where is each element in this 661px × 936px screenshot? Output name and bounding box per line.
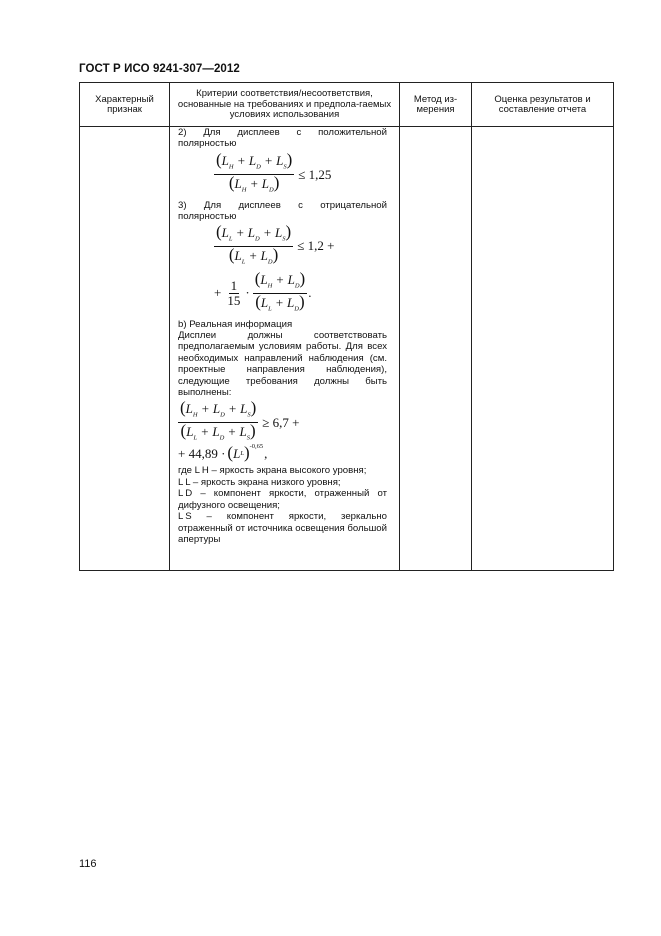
method-cell [400, 127, 472, 571]
formula-relation: ≤ 1,2 + [297, 238, 335, 254]
item3-text: 3) Для дисплеев с отрицательной полярностью [178, 199, 387, 223]
formula-negative-polarity-continued: + $\frac{1}{15}$ · $\frac{(L_H + L_D)}{(L_L + L_D)}$ . [214, 268, 312, 313]
formula-relation: ≤ 1,25 [298, 166, 332, 182]
column-header-evaluation: Оценка результатов и составление отчета [472, 83, 614, 127]
formula-negative-polarity: $\frac{(L_L + L_D + L_S)}{(L_L + L_D)}$ ≤ 1,2 + [216, 221, 335, 266]
real-info-text: Дисплеи должны соответствовать предполагаемым условиям работы. Для всех необходимых направлений наблюдения (см. проектные направления наблюдения), следующие требования должны быть выполнены: [178, 330, 387, 399]
column-header-feature: Характерный признак [80, 83, 170, 127]
document-header: ГОСТ Р ИСО 9241-307—2012 [79, 63, 240, 75]
formula-real-information: $\frac{(L_H + L_D + L_S)}{(L_L + L_D + L_S)}$ ≥ 6,7 + [180, 398, 300, 443]
definition-ld: L D – компонент яркости, отраженный от дифузного освещения; [178, 488, 387, 511]
column-header-criteria: Критерии соответствия/несоответствия, основанные на требованиях и предпола-гаемых условиях использования [170, 83, 400, 127]
definition-ll: L L – яркость экрана низкого уровня; [178, 476, 341, 488]
feature-cell [80, 127, 170, 571]
table-row [80, 127, 614, 571]
column-header-method: Метод из-мерения [400, 83, 472, 127]
formula-real-information-continued: + 44,89 · ( L L ) $^{-0,65}$ , [178, 442, 268, 463]
real-info-title: b) Реальная информация [178, 318, 293, 330]
definition-ls: L S – компонент яркости, зеркально отраженный от источника освещения большой апертуры [178, 511, 387, 545]
criteria-cell [170, 127, 400, 571]
criteria-table [79, 82, 614, 571]
formula-positive-polarity: $\frac{(L_H + L_D + L_S)}{(L_H + L_D)}$ ≤ 1,25 [216, 149, 332, 194]
item2-text: 2) Для дисплеев с положительной полярностью [178, 127, 387, 150]
page-number: 116 [79, 858, 97, 870]
table-header-row [80, 83, 614, 127]
definition-lh: где L H – яркость экрана высокого уровня; [178, 465, 367, 477]
formula-relation: ≥ 6,7 + [262, 415, 300, 431]
evaluation-cell [472, 127, 614, 571]
